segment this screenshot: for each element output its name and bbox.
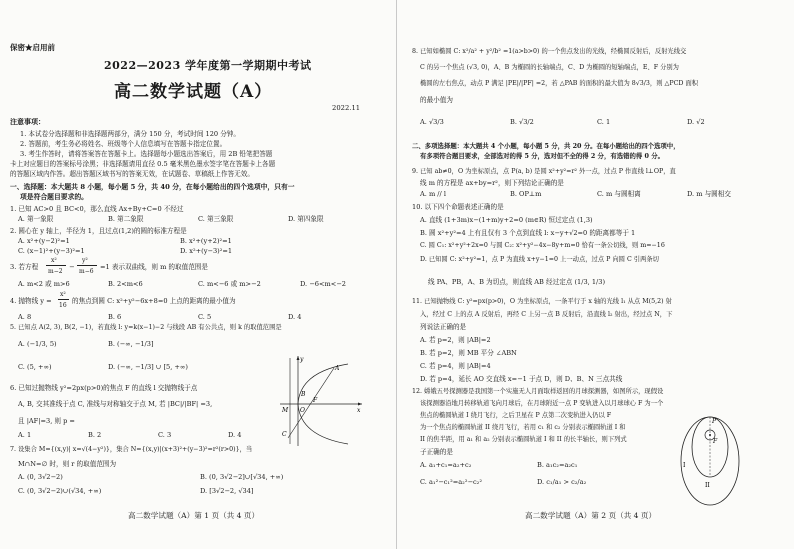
question-3-stem: 3. 若方程 (10, 263, 39, 271)
q2-option-a: A. x²+(y−2)²=1 (18, 237, 70, 245)
q3-fraction-bar (46, 265, 66, 266)
question-11-line: 列说法正确的是 (420, 323, 467, 331)
note-line: 1. 本试卷分选择题和非选择题两部分，满分 150 分，考试时间 120 分钟。 (20, 130, 240, 138)
exam-title: 2022—2023 学年度第一学期期中考试 (104, 59, 312, 72)
label-m: M (282, 407, 289, 414)
q10-option-b: B. 圆 x²+y²=4 上有且仅有 3 个点到直线 l: x−y+√2=0 的距离都等于 1 (420, 229, 636, 237)
confidential-label: 保密★启用前 (10, 43, 55, 52)
q4-fraction-denominator: 16 (59, 302, 67, 309)
q3-option-c: C. m<−6 或 m>−2 (198, 280, 261, 288)
label-c: C (282, 431, 287, 438)
q3-fraction-1-numerator: x² (51, 257, 57, 264)
q3-fraction-bar (77, 265, 97, 266)
page-1-footer: 高二数学试题（A）第 1 页（共 4 页） (128, 511, 260, 520)
q2-option-d: D. x²+(y−3)²=1 (180, 247, 233, 255)
q12-option-d: D. c₁/a₁ > c₂/a₂ (537, 478, 587, 486)
q7-option-c: C. (0, 3√2−2)∪(√34, +∞) (18, 487, 102, 495)
q7-option-d: D. [3√2−2, √34] (200, 487, 254, 495)
subject-title: 高二数学试题（A） (114, 82, 273, 102)
question-8-line: 8. 已知如椭圆 C: x²/a² + y²/b² =1(a>b>0) 的一个焦点发出的光线，经椭圆反射后，反射光线交 (412, 48, 687, 55)
q4-option-d: D. 4 (288, 313, 302, 321)
q4-fraction-numerator: x² (60, 291, 66, 298)
question-6-line: A, B, 交其准线于点 C, 准线与对称轴交于点 M, 若 |BC|/|BF| =3, (18, 400, 213, 408)
q11-option-d: D. 若 p=4，延长 AO 交直线 x=−1 于点 D，则 D、B、N 三点共线 (420, 375, 623, 383)
question-12-line: II 的焦半距，用 a₁ 和 a₂ 分别表示椭圆轨道 I 和 II 的长半轴长，则下列式 (420, 436, 627, 443)
q5-option-d: D. (−∞, −1/3] ∪ [5, +∞) (108, 363, 189, 371)
q6-option-a: A. 1 (18, 431, 32, 439)
q10-option-d: D. 已知圆 C: x²+y²=1，点 P 为直线 x+y−1=0 上一动点，过点 P 向圆 C 引两条切 (420, 256, 659, 263)
label-a: A (335, 365, 340, 372)
section-2-heading: 二、多项选择题：本大题共 4 个小题，每小题 5 分，共 20 分。在每小题给出的四个选项中， (412, 142, 680, 150)
q6-option-d: D. 4 (228, 431, 242, 439)
question-9-line: 9. 已知 ab≠0，O 为坐标原点，点 P(a, b) 是圆 x²+y²=r² 外一点，过点 P 作直线 l⊥OP，直 (412, 168, 676, 175)
q12-option-c: C. a₁²−c₁²=a₂²−c₂² (420, 478, 482, 486)
q4-option-b: B. 6 (108, 313, 122, 321)
q3-option-b: B. 2<m<6 (108, 280, 143, 288)
q3-minus-sign: − (69, 263, 75, 271)
label-orbit-i: I (683, 462, 686, 469)
q4-option-c: C. 5 (198, 313, 212, 321)
question-8-line: 的最小值为 (420, 96, 453, 104)
q8-option-a: A. √3/3 (420, 118, 444, 126)
question-4-stem-end: 的焦点到圆 C: x²+y²−6x+8=0 上点的距离的最小值为 (72, 297, 236, 305)
q4-fraction-bar (58, 299, 69, 300)
q8-option-b: B. √3/2 (510, 118, 534, 126)
label-y: y (300, 356, 304, 363)
q2-option-c: C. (x−1)²+(y−3)²=1 (18, 247, 85, 255)
note-line: 3. 考生作答时，请将答案答在答题卡上。选择题每小题选出答案后，用 2B 铅笔把答题 (20, 150, 273, 158)
question-11-line: 入，经过 C 上的点 A 反射后，再经 C 上另一点 B 反射后，沿直线 l₂ 射出，经过点 N，下 (420, 311, 673, 318)
label-o: O (300, 407, 305, 414)
question-5-stem: 5. 已知点 A(2, 3), B(2, −1)，若直线 l: y=k(x−1)−2 与线段 AB 有公共点，则 k 的取值范围是 (10, 324, 282, 331)
q5-option-a: A. (−1/3, 5) (18, 340, 57, 348)
q1-option-d: D. 第四象限 (288, 215, 324, 223)
question-1-stem: 1. 已知 AC>0 且 BC<0，那么直线 Ax+By+C=0 不经过 (10, 205, 184, 213)
question-6-line: 6. 已知过抛物线 y²=2px(p>0)的焦点 F 的直线 l 交抛物线于点 (10, 384, 198, 392)
q11-option-a: A. 若 p=2，则 |AB|=2 (420, 336, 491, 344)
q5-option-c: C. (5, +∞) (18, 363, 52, 371)
note-line: 卡上对应题目的答案标号涂黑；非选择题请用直径 0.5 毫米黑色墨水签字笔在答题卡上各题 (10, 160, 276, 168)
q3-fraction-2-numerator: y² (82, 257, 88, 264)
page-2-footer: 高二数学试题（A）第 2 页（共 4 页） (525, 511, 657, 520)
q5-option-b: B. (−∞, −1/3] (108, 340, 154, 348)
question-7-line: 7. 设集合 M={(x,y)| x=√(4−y²)}，集合 N={(x,y)|(x+3)²+(y−3)²=r²(r>0)}，当 (10, 446, 253, 453)
section-1-heading: 项是符合题目要求的。 (20, 193, 88, 201)
label-p: P (712, 418, 717, 425)
q9-option-c: C. m 与圆相离 (597, 190, 641, 198)
question-12-line: 为一个焦点的椭圆轨道 II 绕月飞行，若用 c₁ 和 c₂ 分别表示椭圆轨道 I 和 (420, 424, 626, 431)
label-x: x (357, 407, 361, 414)
q10-option-c: C. 圆 C₁: x²+y²+2x=0 与圆 C₂: x²+y²−4x−8y+m=0 恰有一条公切线，则 m=−16 (420, 242, 665, 249)
label-f: F (713, 438, 718, 445)
q12-option-a: A. a₁+c₁=a₂+c₂ (420, 461, 472, 469)
q11-option-b: B. 若 p=2，则 MB 平分 ∠ABN (420, 349, 517, 357)
exam-date: 2022.11 (332, 104, 361, 112)
q9-option-a: A. m // l (420, 190, 446, 198)
question-8-line: C 的另一个焦点 (√3, 0)，A、B 为椭圆的长轴端点，C、D 为椭圆的短轴端点，E、F 分别为 (420, 64, 679, 71)
question-11-line: 11. 已知抛物线 C: y²=px(p>0)，O 为坐标原点，一条平行于 x 轴的光线 l₁ 从点 M(5,2) 射 (412, 298, 672, 305)
section-1-heading: 一、选择题：本大题共 8 小题，每小题 5 分，共 40 分，在每小题给出的四个选项中，只有一 (10, 183, 295, 191)
q6-option-b: B. 2 (88, 431, 102, 439)
orbit-figure (675, 413, 745, 509)
question-4-stem: 4. 抛物线 y = (10, 297, 52, 305)
q3-option-d: D. −6<m<−2 (300, 280, 346, 288)
q3-fraction-1-denominator: m−2 (48, 268, 63, 275)
x-axis-arrow (358, 403, 362, 406)
q8-option-d: D. √2 (687, 118, 705, 126)
q4-option-a: A. 8 (18, 313, 32, 321)
question-6-line: 且 |AF|=3, 则 p = (18, 417, 75, 425)
q7-option-a: A. (0, 3√2−2) (18, 473, 63, 481)
q3-option-a: A. m<2 或 m>6 (18, 280, 70, 288)
q8-option-c: C. 1 (597, 118, 611, 126)
q11-option-c: C. 若 p=4，则 |AB|=4 (420, 362, 491, 370)
note-line: 的答题区域内作答。超出答题区域书写的答案无效，在试题卷、草稿纸上作答无效。 (10, 170, 254, 178)
q1-option-b: B. 第二象限 (108, 215, 144, 223)
question-12-line: 12. 嫦娥五号探测器是我国第一个实施无人月面取样返回的月球探测器，如图所示，现假设 (412, 388, 664, 395)
note-line: 2. 答题前，考生务必将姓名、班级等个人信息填写在答题卡指定位置。 (20, 140, 227, 148)
question-8-line: 椭圆的左右焦点，动点 P 满足 |PE|/|PF| =2，若 △PAB 的面积的最大值为 8√3/3，则 △PCD 面积 (420, 80, 699, 87)
q1-option-a: A. 第一象限 (18, 215, 54, 223)
q9-option-d: D. m 与圆相交 (687, 190, 731, 198)
question-12-line: 焦点的椭圆轨道 I 绕月飞行，之后卫星在 P 点第二次变轨进入仍以 F (420, 412, 612, 419)
question-12-line: 该探测器沿地月转移轨道飞向月球后，在月球附近一点 P 变轨进入以月球球心 F 为一个 (420, 400, 664, 407)
q10-option-d-continued: 线 PA、PB，A、B 为切点，则直线 AB 经过定点 (1/3, 1/3) (428, 278, 606, 286)
page-2 (397, 0, 794, 549)
section-2-heading: 有多项符合题目要求，全部选对的得 5 分，选对但不全的得 2 分，有选错的得 0 分。 (420, 152, 664, 160)
q12-option-b: B. a₁c₂=a₂c₁ (537, 461, 578, 469)
question-3-stem-end: =1 表示双曲线，则 m 的取值范围是 (100, 263, 208, 271)
q7-option-b: B. (0, 3√2−2]∪[√34, +∞) (200, 473, 284, 481)
question-10-stem: 10. 以下四个命题表述正确的是 (412, 203, 504, 211)
question-7-line: M∩N=∅ 时，则 r 的取值范围为 (18, 460, 117, 468)
label-f: F (313, 397, 318, 404)
q1-option-c: C. 第三象限 (198, 215, 234, 223)
question-9-line: 线 m 的方程是 ax+by=r²，则下列结论正确的是 (420, 179, 564, 187)
question-2-stem: 2. 圆心在 y 轴上，半径为 1，且过点(1,2)的圆的标准方程是 (10, 227, 187, 235)
q10-option-a: A. 直线 (1+3m)x−(1+m)y+2=0 (m∈R) 恒过定点 (1,3) (420, 216, 593, 224)
q3-fraction-2-denominator: m−6 (79, 268, 94, 275)
question-12-line: 子正确的是 (420, 448, 453, 456)
q9-option-b: B. OP⊥m (510, 190, 542, 198)
q2-option-b: B. x²+(y+2)²=1 (180, 237, 232, 245)
parabola-figure (278, 352, 364, 448)
label-b: B (301, 391, 306, 398)
label-orbit-ii: II (705, 482, 710, 489)
notes-title: 注意事项： (10, 117, 45, 126)
q6-option-c: C. 3 (158, 431, 172, 439)
